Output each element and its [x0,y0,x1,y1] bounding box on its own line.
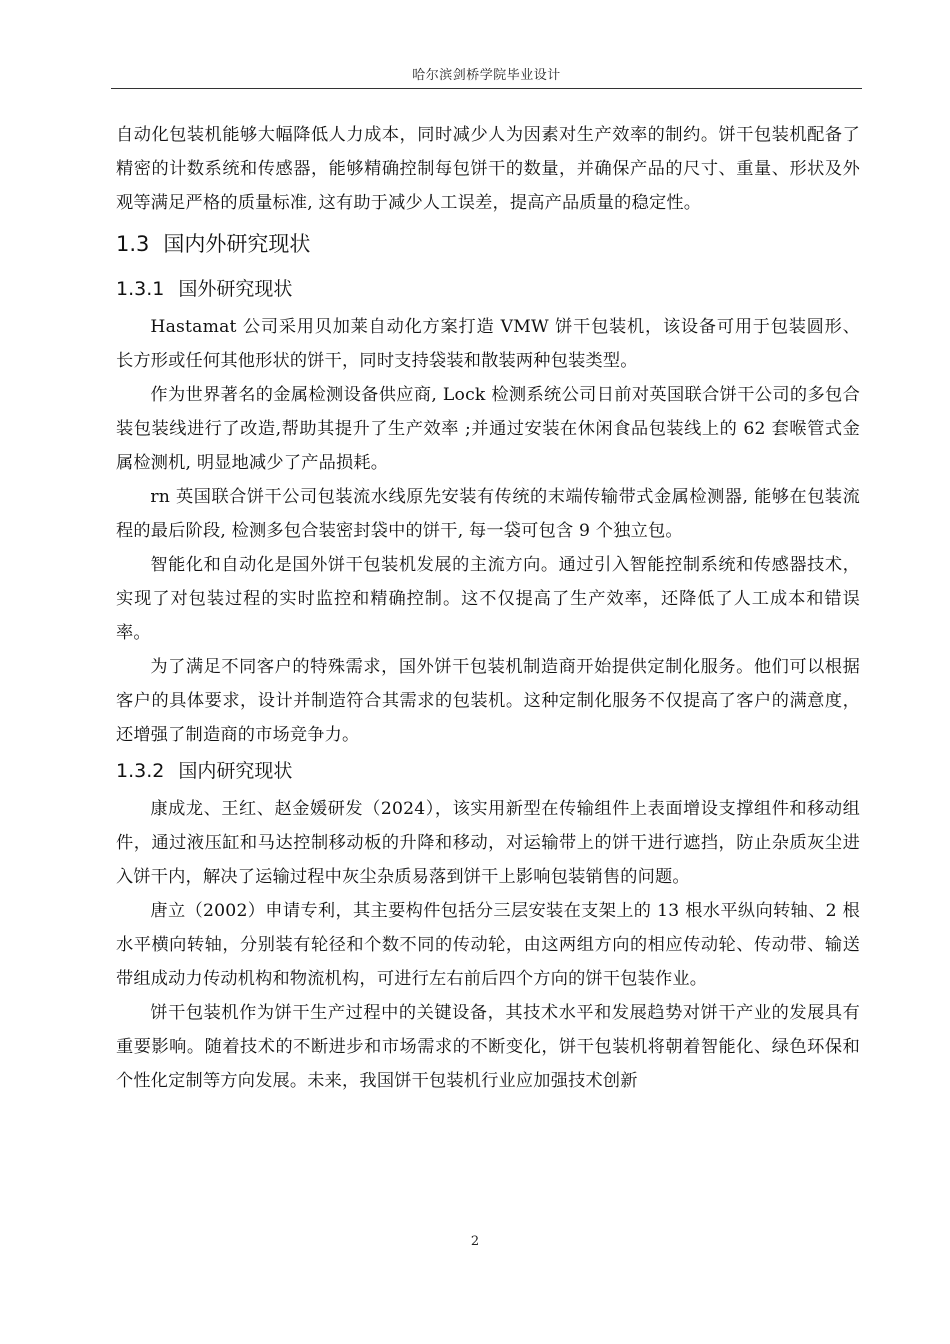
paragraph: 为了满足不同客户的特殊需求，国外饼干包装机制造商开始提供定制化服务。他们可以根据客户的具体要求，设计并制造符合其需求的包装机。这种定制化服务不仅提高了客户的满意度，还增强了制造商的市场竞争力。 [116,657,860,745]
section-title: 国内外研究现状 [163,232,311,256]
section-number: 1.3.1 [116,278,165,300]
section-number: 1.3 [116,232,150,256]
page-header-title: 哈尔滨剑桥学院毕业设计 [412,68,561,83]
paragraph: Hastamat 公司采用贝加莱自动化方案打造 VMW 饼干包装机，该设备可用于包装圆形、 长方形或任何其他形状的饼干，同时支持袋装和散装两种包装类型。 [116,317,860,371]
paragraph: 饼干包装机作为饼干生产过程中的关键设备，其技术水平和发展趋势对饼干产业的发展具有重要影响。随着技术的不断进步和市场需求的不断变化，饼干包装机将朝着智能化、绿色环保和个性化定制等方向发展。未来，我国饼干包装机行业应加强技术创新 [116,1003,860,1091]
header-divider [111,88,862,89]
section-heading-1-3-2 [116,752,860,790]
section-number: 1.3.2 [116,760,165,782]
paragraph: rn 英国联合饼干公司包装流水线原先安装有传统的末端传输带式金属检测器, 能够在包装流程的最后阶段, 检测多包合装密封袋中的饼干, 每一袋可包含 9 个独立包。 [116,487,860,541]
document-body [116,118,860,1098]
paragraph: 智能化和自动化是国外饼干包装机发展的主流方向。通过引入智能控制系统和传感器技术，实现了对包装过程的实时监控和精确控制。这不仅提高了生产效率，还降低了人工成本和错误率。 [116,555,860,643]
page-number: 2 [470,1234,480,1249]
intro-paragraph: 自动化包装机能够大幅降低人力成本，同时减少人为因素对生产效率的制约。饼干包装机配备了精密的计数系统和传感器，能够精确控制每包饼干的数量，并确保产品的尺寸、重量、形状及外观等满足严格的质量标准, 这有助于减少人工误差，提高产品质量的稳定性。 [116,125,860,213]
section-title: 国外研究现状 [178,278,293,300]
section-heading-1-3 [116,224,860,264]
section-heading-1-3-1 [116,270,860,308]
paragraph: 唐立（2002）申请专利，其主要构件包括分三层安装在支架上的 13 根水平纵向转轴、2 根水平横向转轴，分别装有轮径和个数不同的传动轮，由这两组方向的相应传动轮、传动带、输送带组成动力传动机构和物流机构，可进行左右前后四个方向的饼干包装作业。 [116,901,860,989]
paragraph: 作为世界著名的金属检测设备供应商, Lock 检测系统公司日前对英国联合饼干公司的多包合装包装线进行了改造,帮助其提升了生产效率 ;并通过安装在休闲食品包装线上的 62 套喉管式金属检测机, 明显地减少了产品损耗。 [116,385,860,473]
paragraph: 康成龙、王红、赵金媛研发（2024），该实用新型在传输组件上表面增设支撑组件和移动组件，通过液压缸和马达控制移动板的升降和移动，对运输带上的饼干进行遮挡，防止杂质灰尘进入饼干内，解决了运输过程中灰尘杂质易落到饼干上影响包装销售的问题。 [116,799,860,887]
section-title: 国内研究现状 [178,760,293,782]
